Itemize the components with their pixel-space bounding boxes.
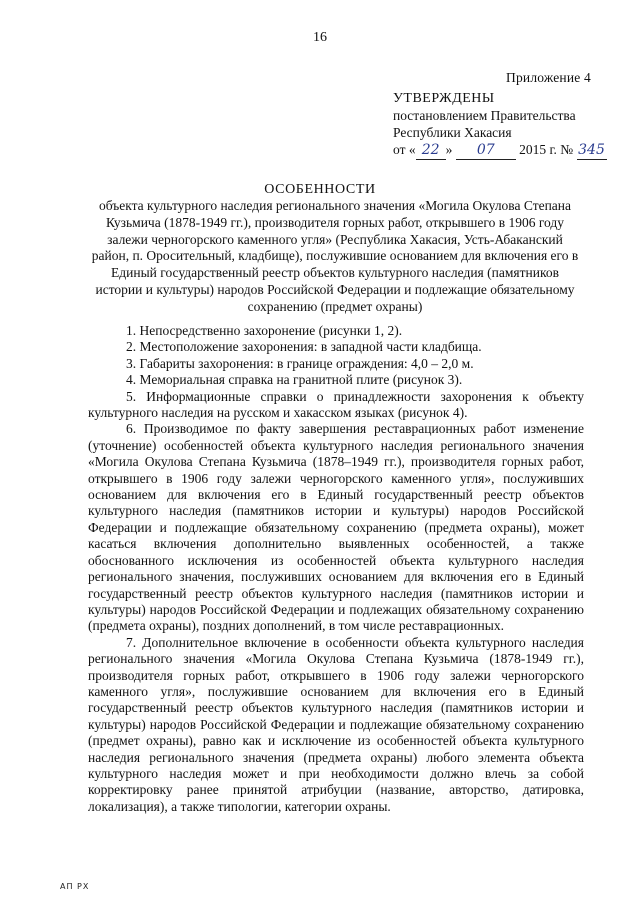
date-year: 2015 г. № xyxy=(515,142,577,157)
paragraph-1: 1. Непосредственно захоронение (рисунки 1, 2). xyxy=(126,323,403,338)
paragraph-2: 2. Местоположение захоронения: в западной части кладбища. xyxy=(126,339,482,355)
date-mid: » xyxy=(445,142,456,157)
approval-line-1: постановлением Правительства xyxy=(393,108,576,123)
date-month-handwritten: 07 xyxy=(456,144,516,160)
document-title: ОСОБЕННОСТИ xyxy=(264,182,376,197)
decree-number-handwritten: 345 xyxy=(578,142,605,158)
paragraph-3: 3. Габариты захоронения: в границе ограждения: 4,0 – 2,0 м. xyxy=(126,355,474,371)
footer-mark: АП РХ xyxy=(60,882,90,891)
page-number: 16 xyxy=(313,30,327,45)
approved-title: УТВЕРЖДЕНЫ xyxy=(393,91,495,106)
document-body xyxy=(88,323,584,815)
appendix-label: Приложение 4 xyxy=(506,70,591,85)
paragraph-7: 7. Дополнительное включение в особенности объекта культурного наследия регионального значения «Могила Окулова Степана Кузьмича (1878-1949 гг.), производителя горных работ, открывшего в 1906 году залежи черногорского каменного угля», послужившие основанием для включения его в Единый государственный реестр объектов культурного наследия (памятников истории и культуры) народов Российской Федерации и подлежащие обязательному сохранению (предмет охраны), равно как и исключение из особенностей объекта культурного наследия регионального значения (предмета охраны) любого элемента объекта культурного наследия может и при необходимости должно влечь за собой корректировку ранее принятой атрибуции (название, авторство, датировка, локализация), а также типологии, категории охраны. xyxy=(88,634,584,814)
approval-block xyxy=(393,90,623,160)
approval-date-line xyxy=(393,141,623,160)
paragraph-6: 6. Производимое по факту завершения реставрационных работ изменение (уточнение) особенностей объекта культурного наследия регионального значения «Могила Окулова Степана Кузьмича (1878–1949 гг.), производителя горных работ, открывшего в 1906 году залежи черногорского каменного угля», послуживших основанием для включения его в Единый государственный реестр объектов культурного наследия (памятников истории и культуры) народов Российской Федерации и подлежащие обязательному сохранению (предмета охраны), может касаться включения дополнительно выявленных особенностей, а также обоснованного исключения из особенностей объекта культурного наследия регионального значения, послуживших основанием для включения его в Единый государственный реестр объектов культурного наследия (памятников истории и культуры) народов Российской Федерации и подлежащих обязательному сохранению (предмета охраны), поздних дополнений, в том числе реставрационных. xyxy=(88,421,584,634)
date-day-handwritten: 22 xyxy=(416,144,446,160)
date-prefix: от « xyxy=(393,142,416,157)
approval-line-2: Республики Хакасия xyxy=(393,125,512,140)
paragraph-5: 5. Информационные справки о принадлежности захоронения к объекту культурного наследия на русском и хакасском языках (рисунок 4). xyxy=(88,388,584,421)
paragraph-4: 4. Мемориальная справка на гранитной плите (рисунок 3). xyxy=(126,372,463,388)
document-subtitle: объекта культурного наследия регионального значения «Могила Окулова Степана Кузьмича (1878-1949 гг.), производителя горных работ, открывшего в 1906 году залежи черногорского каменного угля» (Республика Хакасия, Усть-Абаканский район, п. Оросительный, кладбище), послужившие основанием для включения его в Единый государственный реестр объектов культурного наследия (памятников истории и культуры) народов Российской Федерации и подлежащие обязательному сохранению (предмет охраны) xyxy=(91,198,579,314)
